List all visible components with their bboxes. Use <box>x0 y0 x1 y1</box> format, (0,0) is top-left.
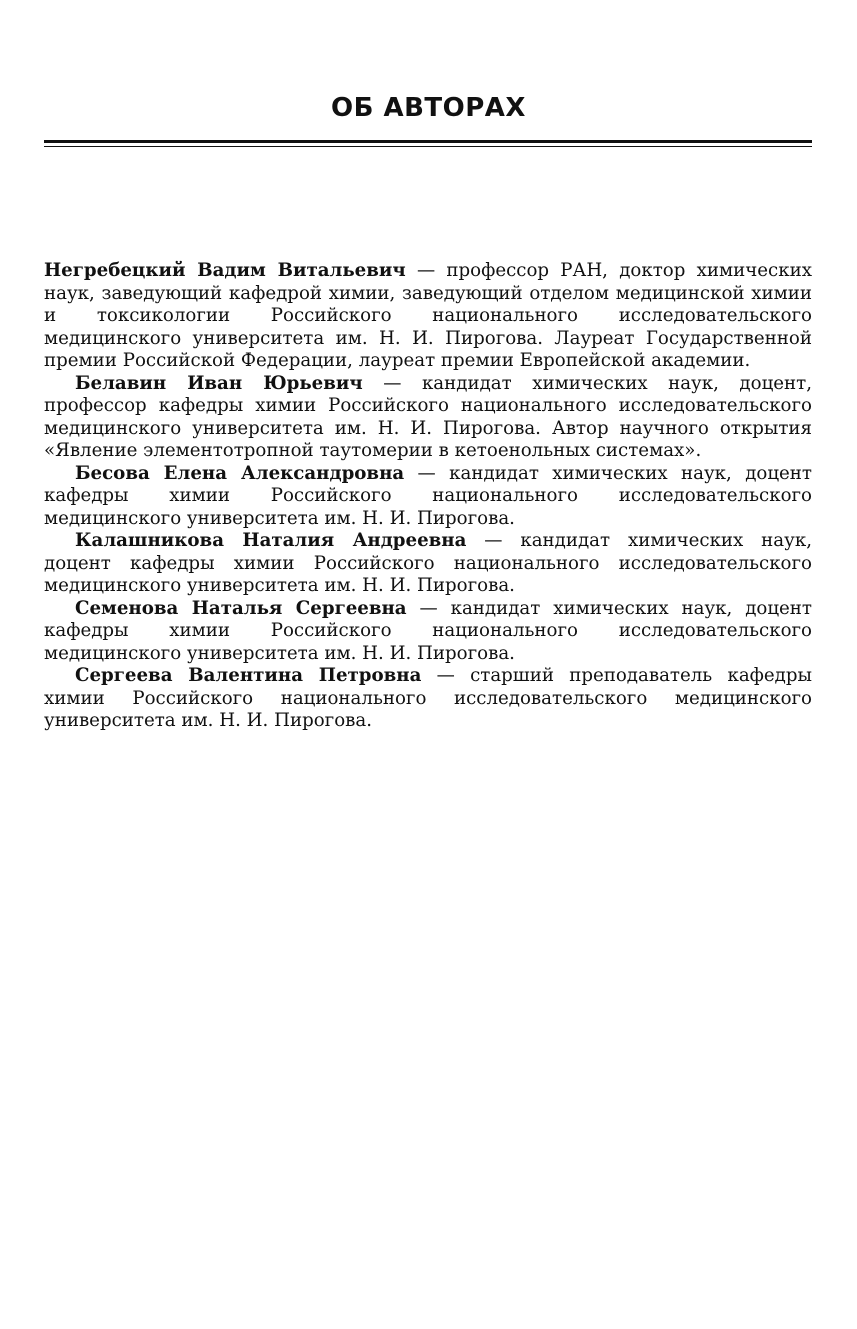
author-description: старший преподаватель кафедры химии Российского национального исследовательского медицинского университета им. Н. И. Пирогова. <box>44 665 812 731</box>
author-description: профессор РАН, доктор химических наук, заведующий кафедрой химии, заведующий отделом медицинской химии и токсикологии Российского национального исследовательского медицинского университета им. Н. И. Пирогова. Лауреат Государственной премии Российской Федерации, лауреат премии Европейской академии. <box>44 260 812 371</box>
author-entry <box>44 373 812 463</box>
author-entry <box>44 665 812 733</box>
author-name: Бесова Елена Александровна <box>75 462 405 484</box>
heading-rule-thick <box>44 140 812 143</box>
author-entry <box>44 598 812 666</box>
authors-list <box>44 260 812 733</box>
author-name: Калашникова Наталия Андреевна <box>75 530 467 551</box>
author-description: кандидат химических наук, доцент, профессор кафедры химии Российского национального исследовательского медицинского университета им. Н. И. Пирогова. Автор научного открытия «Явление элементотропной таутомерии в кетоенольных системах». <box>44 372 812 461</box>
author-entry <box>44 463 812 531</box>
name-dash: — <box>405 260 447 281</box>
name-dash: — <box>404 462 450 484</box>
author-entry <box>44 530 812 598</box>
author-name: Негребецкий Вадим Витальевич <box>44 260 406 281</box>
author-entry <box>44 260 812 373</box>
author-name: Семенова Наталья Сергеевна <box>75 597 407 619</box>
name-dash: — <box>466 530 521 551</box>
page-title: ОБ АВТОРАХ <box>331 93 526 123</box>
name-dash: — <box>421 665 471 686</box>
name-dash: — <box>362 372 422 394</box>
author-description: кандидат химических наук, доцент кафедры химии Российского национального исследовательского медицинского университета им. Н. И. Пирогова. <box>44 462 812 529</box>
heading-rule-thin <box>44 146 812 147</box>
author-description: кандидат химических наук, доцент кафедры химии Российского национального исследовательского медицинского университета им. Н. И. Пирогова. <box>44 530 812 596</box>
author-name: Белавин Иван Юрьевич <box>75 372 363 394</box>
name-dash: — <box>406 597 451 619</box>
author-name: Сергеева Валентина Петровна <box>75 665 422 686</box>
author-description: кандидат химических наук, доцент кафедры химии Российского национального исследовательского медицинского университета им. Н. И. Пирогова. <box>44 597 812 664</box>
